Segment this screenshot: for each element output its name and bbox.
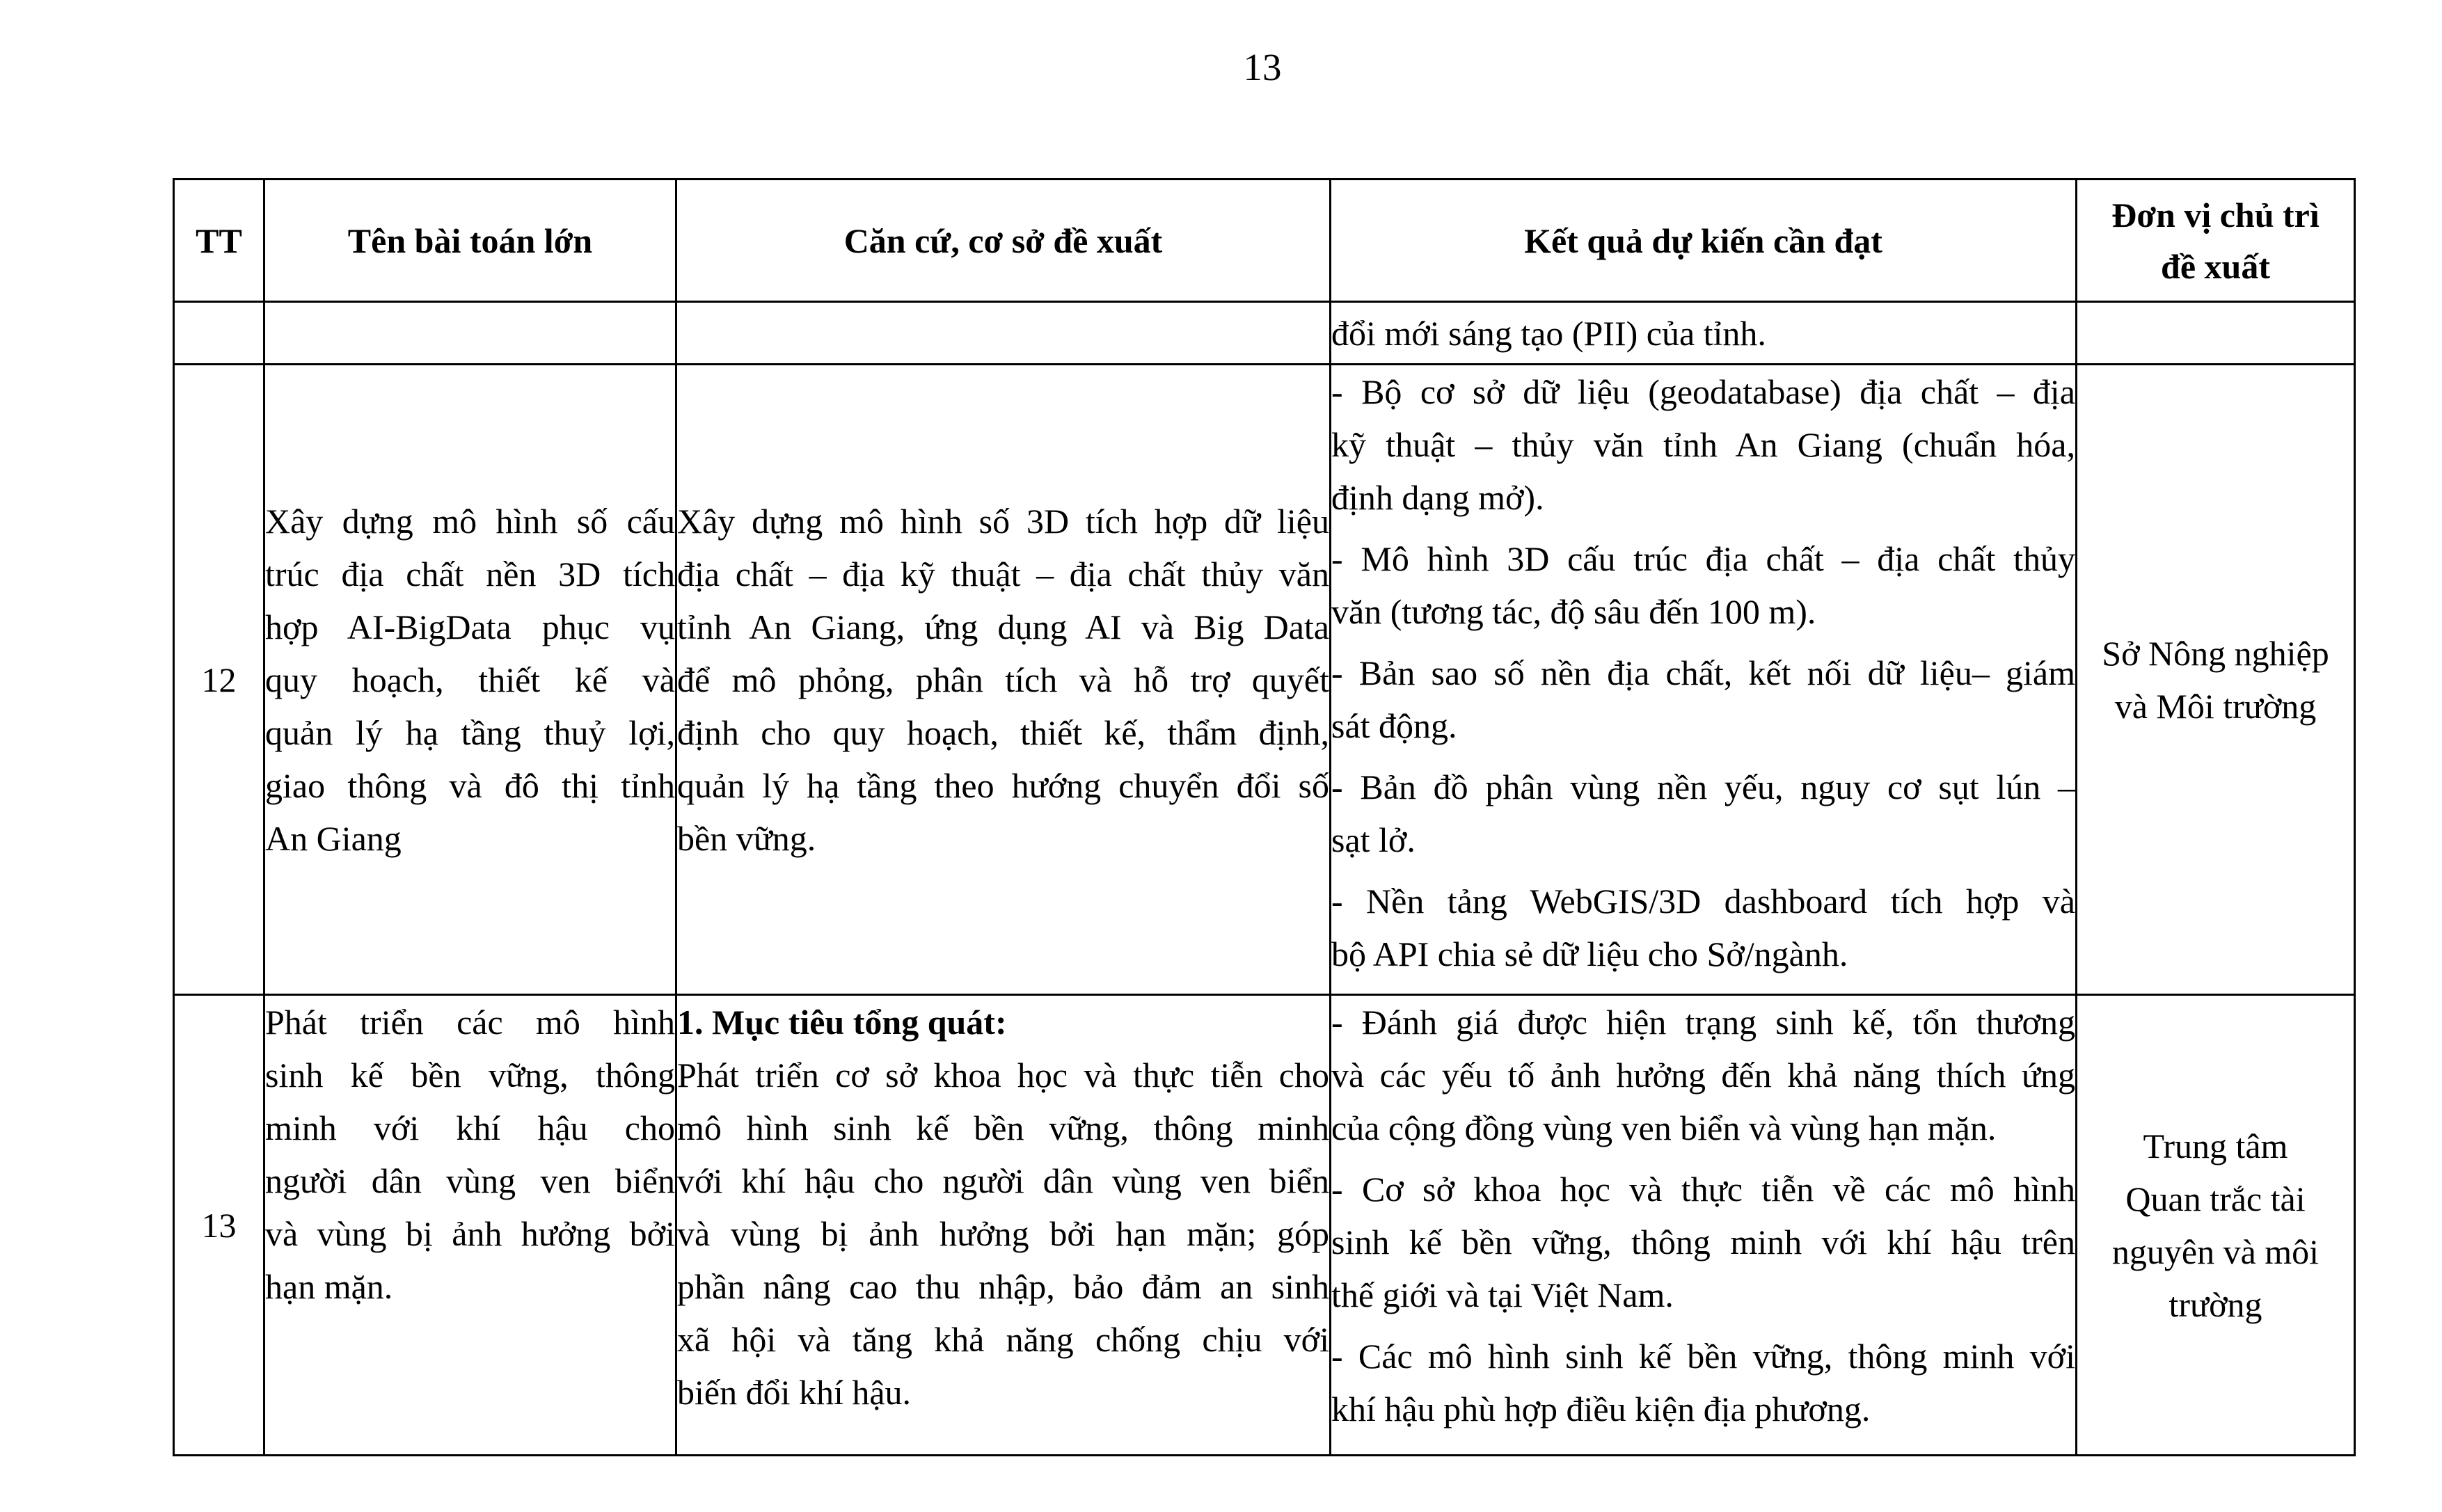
header-problem-name: Tên bài toán lớn	[264, 180, 676, 302]
cell-problem-name	[264, 365, 676, 995]
result-item	[1331, 996, 2075, 1154]
cell-expected-result	[1331, 995, 2077, 1456]
basis-text	[677, 495, 1329, 865]
text-line: mô hình sinh kế bền vững, thông minh	[677, 1108, 1329, 1147]
text-line: Phát triển cơ sở khoa học và thực tiễn cho	[677, 1056, 1329, 1095]
proposal-table	[173, 178, 2356, 1456]
text-line: hạn mặn.	[265, 1267, 393, 1306]
text-line: quản lý hạ tầng theo hướng chuyển đổi số	[677, 765, 1329, 805]
text-line: kỹ thuật – thủy văn tỉnh An Giang (chuẩn hóa,	[1331, 425, 2075, 464]
text-line: định cho quy hoạch, thiết kế, thẩm định,	[677, 713, 1329, 752]
cell-lead-unit	[2077, 995, 2355, 1456]
result-item	[1331, 875, 2075, 980]
text-line: nguyên và môi	[2111, 1232, 2320, 1271]
table-row	[174, 995, 2355, 1456]
text-line: sinh kế bền vững, thông	[265, 1056, 675, 1095]
cell-expected-result	[1331, 365, 2077, 995]
text-line: - Bản đồ phân vùng nền yếu, nguy cơ sụt lún –	[1331, 767, 2075, 806]
result-item	[1331, 532, 2075, 638]
text-line: Trung tâm	[2143, 1126, 2288, 1165]
text-line: người dân vùng ven biển	[265, 1161, 675, 1200]
text-line: minh với khí hậu cho	[265, 1108, 675, 1147]
cell-problem-name	[264, 995, 676, 1456]
text-line: - Mô hình 3D cấu trúc địa chất – địa chất thủy	[1331, 539, 2075, 578]
result-item	[1331, 1330, 2075, 1435]
result-line: đổi mới sáng tạo (PII) của tỉnh.	[1331, 313, 1766, 353]
text-line: xã hội và tăng khả năng chống chịu với	[677, 1320, 1329, 1359]
text-line: - Cơ sở khoa học và thực tiễn về các mô hình	[1331, 1170, 2075, 1209]
text-line: sinh kế bền vững, thông minh với khí hậu trên	[1331, 1223, 2075, 1262]
text-line: Xây dựng mô hình số 3D tích hợp dữ liệu	[677, 501, 1329, 541]
header-expected-result: Kết quả dự kiến cần đạt	[1331, 180, 2077, 302]
result-item	[1331, 1163, 2075, 1321]
cell-basis	[676, 995, 1331, 1456]
cell-problem-name	[264, 302, 676, 365]
text-line: Quan trắc tài	[2125, 1179, 2306, 1218]
text-line: khí hậu phù hợp điều kiện địa phương.	[1331, 1390, 1871, 1429]
result-list	[1331, 365, 2075, 980]
text-line: và vùng bị ảnh hưởng bởi	[265, 1214, 675, 1253]
cell-lead-unit	[2077, 302, 2355, 365]
text-line: An Giang	[265, 818, 402, 858]
text-line: và các yếu tố ảnh hưởng đến khả năng thích ứng	[1331, 1056, 2075, 1095]
text-line: giao thông và đô thị tỉnh	[265, 765, 675, 805]
text-line: Sở Nông nghiệp	[2102, 633, 2329, 673]
header-lead-unit-line: Đơn vị chủ trì	[2111, 195, 2320, 234]
table-row-continuation	[174, 302, 2355, 365]
page-number: 13	[1243, 46, 1282, 88]
text-line: địa chất – địa kỹ thuật – địa chất thủy văn	[677, 554, 1329, 594]
result-item	[1331, 646, 2075, 752]
cell-tt	[174, 302, 264, 365]
header-tt: TT	[174, 180, 264, 302]
table-row	[174, 365, 2355, 995]
text-line: với khí hậu cho người dân vùng ven biển	[677, 1161, 1329, 1200]
text-line: Xây dựng mô hình số cấu	[265, 501, 675, 541]
cell-basis	[676, 302, 1331, 365]
text-line: trúc địa chất nền 3D tích	[265, 554, 675, 594]
text-line: hợp AI-BigData phục vụ	[265, 607, 675, 646]
cell-basis	[676, 365, 1331, 995]
text-line: - Bộ cơ sở dữ liệu (geodatabase) địa chất – địa	[1331, 372, 2075, 411]
text-line: định dạng mở).	[1331, 478, 1544, 517]
lead-unit-text	[2077, 1120, 2354, 1331]
text-line: quy hoạch, thiết kế và	[265, 660, 675, 699]
text-line: - Nền tảng WebGIS/3D dashboard tích hợp và	[1331, 882, 2075, 921]
text-line: văn (tương tác, độ sâu đến 100 m).	[1331, 592, 1816, 631]
text-line: và vùng bị ảnh hưởng bởi hạn mặn; góp	[677, 1214, 1329, 1253]
text-line: phần nâng cao thu nhập, bảo đảm an sinh	[677, 1267, 1329, 1306]
cell-expected-result	[1331, 302, 2077, 365]
cell-lead-unit	[2077, 365, 2355, 995]
text-line: sát động.	[1331, 706, 1457, 745]
text-line: thế giới và tại Việt Nam.	[1331, 1275, 1674, 1314]
result-item	[1331, 761, 2075, 866]
text-line: - Bản sao số nền địa chất, kết nối dữ liệu– giám	[1331, 653, 2075, 692]
text-line: để mô phỏng, phân tích và hỗ trợ quyết	[677, 660, 1329, 699]
text-line: Phát triển các mô hình	[265, 1003, 675, 1042]
text-line: bộ API chia sẻ dữ liệu cho Sở/ngành.	[1331, 934, 1848, 973]
header-lead-unit-line: đề xuất	[2161, 246, 2270, 286]
header-basis: Căn cứ, cơ sở đề xuất	[676, 180, 1331, 302]
lead-unit-text	[2077, 627, 2354, 733]
cell-tt: 13	[174, 995, 264, 1456]
cell-tt: 12	[174, 365, 264, 995]
problem-name-text	[265, 996, 675, 1313]
table-header-row	[174, 180, 2355, 302]
text-line: - Đánh giá được hiện trạng sinh kế, tổn thương	[1331, 1003, 2075, 1042]
text-line: quản lý hạ tầng thuỷ lợi,	[265, 713, 675, 752]
text-line: và Môi trường	[2114, 686, 2317, 726]
result-item	[1331, 365, 2075, 524]
header-lead-unit	[2077, 180, 2355, 302]
basis-text	[677, 1049, 1329, 1419]
text-line: - Các mô hình sinh kế bền vững, thông minh với	[1331, 1337, 2075, 1376]
text-line: sạt lở.	[1331, 820, 1416, 859]
problem-name-text	[265, 495, 675, 865]
result-list	[1331, 996, 2075, 1435]
text-line: tỉnh An Giang, ứng dụng AI và Big Data	[677, 607, 1329, 646]
basis-heading: 1. Mục tiêu tổng quát:	[677, 1003, 1007, 1042]
text-line: biến đổi khí hậu.	[677, 1373, 912, 1412]
text-line: bền vững.	[677, 818, 816, 858]
text-line: của cộng đồng vùng ven biển và vùng hạn mặn.	[1331, 1108, 1997, 1147]
text-line: trường	[2169, 1284, 2262, 1324]
